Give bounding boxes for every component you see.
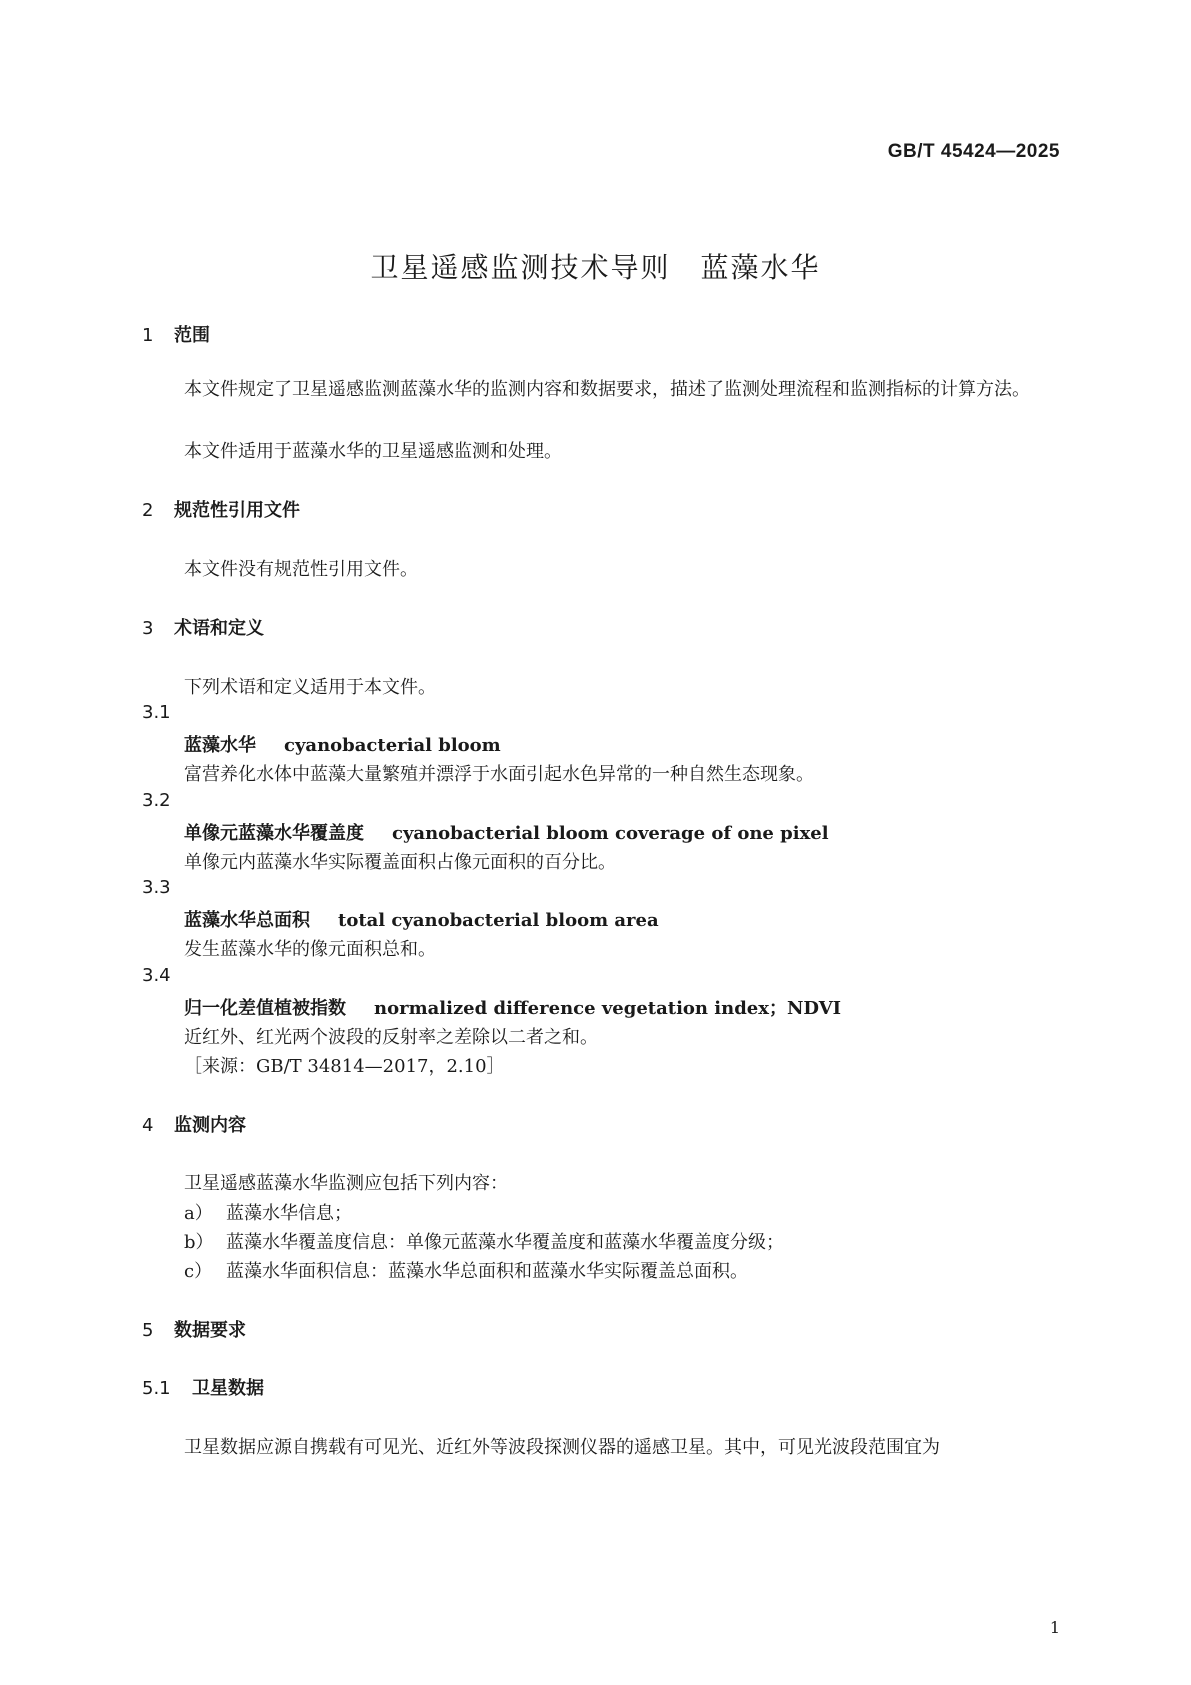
term-zh: 归一化差值植被指数 (184, 998, 346, 1019)
term-number: 3.1 (142, 702, 171, 723)
section-number: 2 (142, 500, 154, 521)
term-zh: 单像元蓝藻水华覆盖度 (184, 823, 364, 844)
standard-number: GB/T 45424—2025 (887, 141, 1060, 162)
section-title: 术语和定义 (174, 618, 264, 639)
section-title: 卫星数据 (192, 1378, 264, 1399)
section-4-heading (142, 1111, 246, 1137)
list-item-text: 蓝藻水华信息； (226, 1203, 352, 1224)
section-5-1-paragraph: 卫星数据应源自携载有可见光、近红外等波段探测仪器的遥感卫星。其中，可见光波段范围宜为 (184, 1437, 940, 1458)
section-title: 监测内容 (174, 1115, 246, 1136)
list-item (184, 1199, 352, 1225)
page-number: 1 (1049, 1618, 1060, 1637)
section-number: 5.1 (142, 1378, 171, 1399)
section-title: 规范性引用文件 (174, 500, 300, 521)
section-3-intro: 下列术语和定义适用于本文件。 (184, 677, 436, 698)
term-zh: 蓝藻水华 (184, 735, 256, 756)
term-definition: 近红外、红光两个波段的反射率之差除以二者之和。 (184, 1027, 598, 1048)
document-title (0, 246, 1191, 286)
section-1-heading (142, 321, 210, 347)
term-zh: 蓝藻水华总面积 (184, 910, 310, 931)
section-3-heading (142, 614, 264, 640)
term-heading (184, 994, 841, 1020)
section-2-paragraph: 本文件没有规范性引用文件。 (184, 559, 418, 580)
section-1-paragraph-2: 本文件适用于蓝藻水华的卫星遥感监测和处理。 (184, 441, 562, 462)
term-en: cyanobacterial bloom (284, 735, 501, 756)
section-number: 4 (142, 1115, 154, 1136)
section-1-paragraph-1: 本文件规定了卫星遥感监测蓝藻水华的监测内容和数据要求，描述了监测处理流程和监测指标的计算方法。 (184, 379, 1030, 400)
term-source: ［来源：GB/T 34814—2017，2.10］ (184, 1056, 505, 1077)
term-definition: 单像元内蓝藻水华实际覆盖面积占像元面积的百分比。 (184, 852, 616, 873)
term-number: 3.3 (142, 877, 171, 898)
term-number: 3.4 (142, 965, 171, 986)
list-item (184, 1257, 748, 1283)
section-title: 数据要求 (174, 1320, 246, 1341)
section-number: 5 (142, 1320, 154, 1341)
term-en: total cyanobacterial bloom area (338, 910, 659, 931)
list-item (184, 1228, 784, 1254)
list-item-text: 蓝藻水华覆盖度信息：单像元蓝藻水华覆盖度和蓝藻水华覆盖度分级； (226, 1232, 784, 1253)
term-en: cyanobacterial bloom coverage of one pixel (392, 823, 829, 844)
section-number: 1 (142, 325, 154, 346)
term-definition: 发生蓝藻水华的像元面积总和。 (184, 939, 436, 960)
list-item-label: b） (184, 1232, 214, 1253)
title-main: 卫星遥感监测技术导则 (370, 251, 671, 284)
term-heading (184, 731, 501, 757)
section-2-heading (142, 496, 300, 522)
term-heading (184, 906, 659, 932)
list-item-label: a） (184, 1203, 213, 1224)
list-item-text: 蓝藻水华面积信息：蓝藻水华总面积和蓝藻水华实际覆盖总面积。 (226, 1261, 748, 1282)
section-5-heading (142, 1316, 246, 1342)
title-sub: 蓝藻水华 (700, 251, 821, 284)
term-definition: 富营养化水体中蓝藻大量繁殖并漂浮于水面引起水色异常的一种自然生态现象。 (184, 764, 814, 785)
list-item-label: c） (184, 1261, 213, 1282)
section-number: 3 (142, 618, 154, 639)
section-5-1-heading (142, 1374, 264, 1400)
term-number: 3.2 (142, 790, 171, 811)
term-heading (184, 819, 829, 845)
term-en: normalized difference vegetation index；NDVI (374, 998, 842, 1019)
section-title: 范围 (174, 325, 210, 346)
section-4-intro: 卫星遥感蓝藻水华监测应包括下列内容： (184, 1173, 508, 1194)
